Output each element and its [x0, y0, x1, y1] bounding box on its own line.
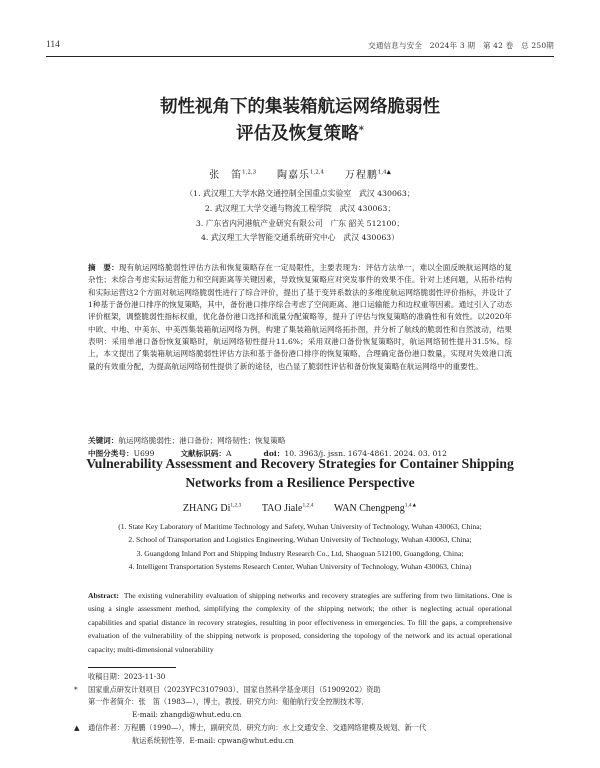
english-affiliations: [0, 520, 600, 574]
chinese-title-line-1: 韧性视角下的集装箱航运网络脆弱性: [160, 97, 440, 117]
author-name: TAO Jiale: [261, 503, 303, 515]
english-title-line-2: Networks from a Resilience Perspective: [185, 475, 415, 490]
chinese-abstract: [88, 262, 512, 373]
author-affiliation-mark: 1,2,4: [302, 503, 314, 509]
received-date: 收稿日期：2023-11-30: [88, 672, 166, 681]
header-divider: [46, 56, 554, 57]
english-authors: [0, 503, 600, 514]
affiliation-line: 3. Guangdong Inland Port and Shipping Industry Research Co., Ltd, Shaoguan 512100, Guangdong, China;: [136, 548, 464, 558]
doc-code-label: 文献标识码：: [180, 448, 227, 458]
corresponding-author-bio: 通信作者：万程鹏（1990—），博士，副研究员．研究方向：水上交通安全、交通网络建模及规划、新一代: [88, 722, 427, 732]
affiliation-line: 2. 武汉理工大学交通与物流工程学院 武汉 430063；: [204, 203, 396, 213]
keywords-value: 航运网络脆弱性；港口备份；网络韧性；恢复策略: [118, 436, 286, 445]
author-affiliation-mark: 1,4▲: [377, 169, 391, 176]
author-name: 万程鹏: [344, 170, 378, 181]
corresponding-marker: ▲: [74, 722, 80, 732]
chinese-authors: [0, 166, 600, 181]
abstract-text: The existing vulnerability evaluation of shipping networks and recovery strategies are suffering from two limitations. One is using a single assessment method, simplifying the complexity of the shipping network; the other is neglecting actual operational capabilities and spatial distance in recovery strategies, resulting in poor effectiveness in emergencies. To fill the gaps, a comprehensive evaluation of the vulnerability of the shipping network is proposed, considering the topology of the network and its actual operational capacity; multi-dimensional vulnerability: [88, 591, 513, 654]
author-affiliation-mark: 1,2,3: [242, 169, 257, 176]
journal-info: 交通信息与安全 2024年 3 期 第 42 卷 总 250期: [368, 41, 554, 50]
author-name: 陶嘉乐: [277, 170, 310, 181]
first-author-bio: 第一作者简介：张 笛（1983—），博士，教授．研究方向：船舶航行安全控制技术等．: [88, 697, 369, 707]
first-author-email: E-mail: zhangdi@whut.edu.cn: [132, 710, 242, 720]
english-title: [0, 454, 600, 492]
fund-text: 国家重点研发计划项目（2023YFC3107903）、国家自然科学基金项目（51909202）资助: [88, 684, 381, 694]
page-number: 114: [46, 40, 60, 50]
keywords-label: 关键词：: [88, 436, 119, 445]
fund-marker: *: [74, 684, 78, 694]
chinese-title-line-2: 评估及恢复策略: [236, 124, 359, 144]
affiliation-line: 4. 武汉理工大学智能交通系统研究中心 武汉 430063）: [200, 233, 400, 243]
funding-marker: *: [358, 125, 364, 136]
doc-code-value: A: [226, 448, 232, 458]
abstract-label: Abstract:: [88, 591, 119, 600]
footnotes: [74, 671, 540, 747]
running-header: [46, 38, 554, 54]
affiliation-line: (1. State Key Laboratory of Maritime Technology and Safety, Wuhan University of Technology, Wuhan 430063, China;: [118, 522, 482, 531]
affiliation-line: 3. 广东省内河港航产业研究有限公司 广东 韶关 512100；: [195, 218, 405, 228]
author-name: WAN Chengpeng: [333, 503, 405, 515]
corresponding-author-bio-continued: 航运系统韧性等．E-mail: cpwan@whut.edu.cn: [132, 735, 294, 745]
english-title-line-1: Vulnerability Assessment and Recovery Strategies for Container Shipping: [86, 456, 514, 471]
keywords-line: [88, 435, 447, 448]
author-affiliation-mark: 1,4▲: [404, 503, 418, 509]
abstract-text: 现有航运网络脆弱性评估方法和恢复策略存在一定局限性，主要表现为：评估方法单一，难以全面反映航运网络的复杂性；未综合考虑实际运营能力和空间距离等关键因素，导致恢复策略应对突发事件的效果不佳。针对上述问题，从拓扑结构和实际运营这2个方面对航运网络脆弱性进行了综合评价，提出了基于变异系数法的多维度航运网络脆弱性评价指标，并设计了1种基于备份港口排序的恢复策略，其中，备份港口排序综合考虑了空间距离、港口运输能力和边权重等因素。通过引入了动态评价框架，调整脆弱性指标权重，优化备份港口选择和流量分配策略等，提升了评估与恢复策略的准确性和有效性。以2020年中欧、中地、中美东、中美西集装箱航运网络为例，构建了集装箱航运网络拓扑图，并分析了航线的脆弱性和自然波动，结果表明：采用单港口备份恢复策略时，航运网络韧性提升11.6%；采用双港口备份恢复策略时，航运网络韧性提升31.5%。综上，本文提出了集装箱航运网络脆弱性评估方法和基于备份港口排序的恢复策略，合理确定备份港口数量，实现对失效港口流量的有效重分配，为提高航运网络韧性提供了新的途径，也凸显了脆弱性评估和备份恢复策略在航运网络中的重要性。: [88, 263, 513, 371]
class-label: 中图分类号：: [88, 448, 134, 458]
author-affiliation-mark: 1,2,4: [310, 169, 324, 176]
affiliation-line: （1. 武汉理工大学水路交通控制全国重点实验室 武汉 430063；: [185, 189, 415, 198]
doi-value: 10. 3963/j. jssn. 1674-4861. 2024. 03. 012: [284, 448, 447, 458]
english-abstract: [88, 589, 512, 656]
chinese-title: [0, 95, 600, 146]
author-affiliation-mark: 1,2,3: [230, 503, 242, 509]
author-name: 张 笛: [209, 170, 243, 181]
abstract-label: 摘 要：: [88, 263, 119, 272]
affiliation-line: 2. School of Transportation and Logistics Engineering, Wuhan University of Technology, Wuhan 430063, China;: [128, 535, 472, 545]
footnote-divider: [88, 667, 176, 668]
doi-label: doi：: [263, 448, 285, 458]
affiliation-line: 4. Intelligent Transportation Systems Research Center, Wuhan University of Technology, Wuhan 430063, China): [128, 562, 472, 572]
author-name: ZHANG Di: [182, 503, 231, 515]
chinese-affiliations: [0, 187, 600, 246]
class-value: U699: [133, 448, 155, 458]
